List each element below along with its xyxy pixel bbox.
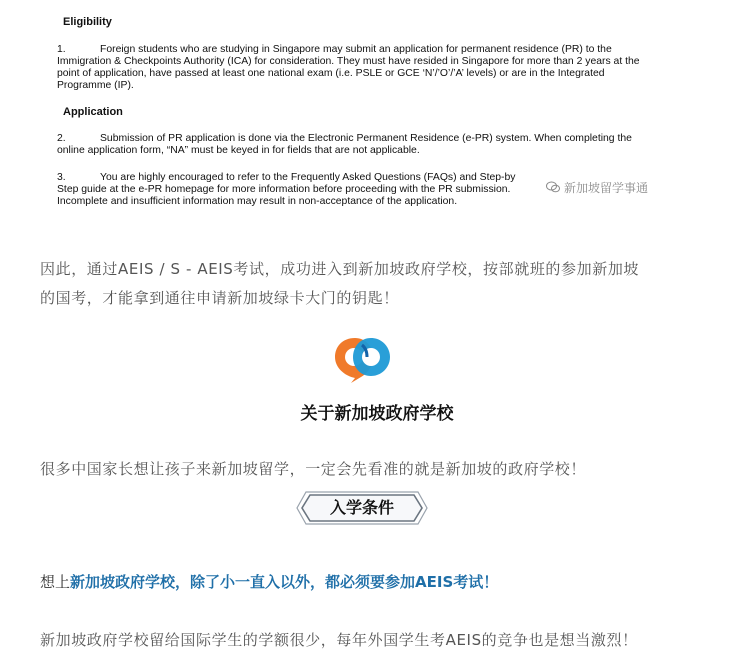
wechat-icon — [546, 181, 560, 193]
para2-number: 2. — [57, 133, 66, 144]
application-paragraph-3 — [57, 172, 537, 208]
last-paragraph: 新加坡政府学校留给国际学生的学额很少，每年外国学生考AEIS的竞争也是想当激烈！ — [40, 631, 638, 649]
badge-label: 入学条件 — [329, 498, 394, 517]
parents-paragraph: 很多中国家长想让孩子来新加坡留学，一定会先看准的就是新加坡的政府学校！ — [40, 460, 587, 478]
aeis-highlight — [40, 571, 498, 592]
intro-line-1: 因此，通过AEIS / S - AEIS考试，成功进入到新加坡政府学校，按部就班的参加新加坡 — [40, 260, 640, 278]
logo-icon — [333, 332, 393, 384]
para1-text: Foreign students who are studying in Singapore may submit an application for permanent residence (PR) to the Immigration & Checkpoints Authority (ICA) for consideration. They must have resided in Singapore for more than 2 years at the point of application, have passed at least one national exam (i.e. PSLE or GCE ‘N’/’O’/’A’ levels) or are in the Integrated Programme (IP). — [57, 44, 640, 91]
para3-text: You are highly encouraged to refer to the Frequently Asked Questions (FAQs) and Step-by Step guide at the e-PR homepage for more information before proceeding with the PR submission. Incomplete and insufficient information may result in non-acceptance of the application. — [57, 172, 516, 207]
application-paragraph-2 — [57, 133, 653, 157]
highlight-text: 新加坡政府学校，除了小一直入以外，都必须要参加AEIS考试！ — [70, 573, 499, 591]
para2-text: Submission of PR application is done via the Electronic Permanent Residence (e-PR) system. When completing the online application form, “NA” must be keyed in for fields that are not applicable. — [57, 133, 632, 156]
admission-badge — [296, 491, 428, 525]
eligibility-heading: Eligibility — [63, 16, 112, 28]
watermark-text: 新加坡留学事通 — [564, 181, 649, 195]
eligibility-paragraph-1 — [57, 44, 653, 92]
intro-line-2: 的国考，才能拿到通往申请新加坡绿卡大门的钥匙！ — [40, 289, 399, 307]
watermark — [546, 179, 648, 196]
application-heading: Application — [63, 106, 123, 118]
para1-number: 1. — [57, 44, 66, 55]
highlight-prefix: 想上 — [40, 573, 71, 591]
para3-number: 3. — [57, 172, 66, 183]
section-title: 关于新加坡政府学校 — [300, 404, 454, 424]
